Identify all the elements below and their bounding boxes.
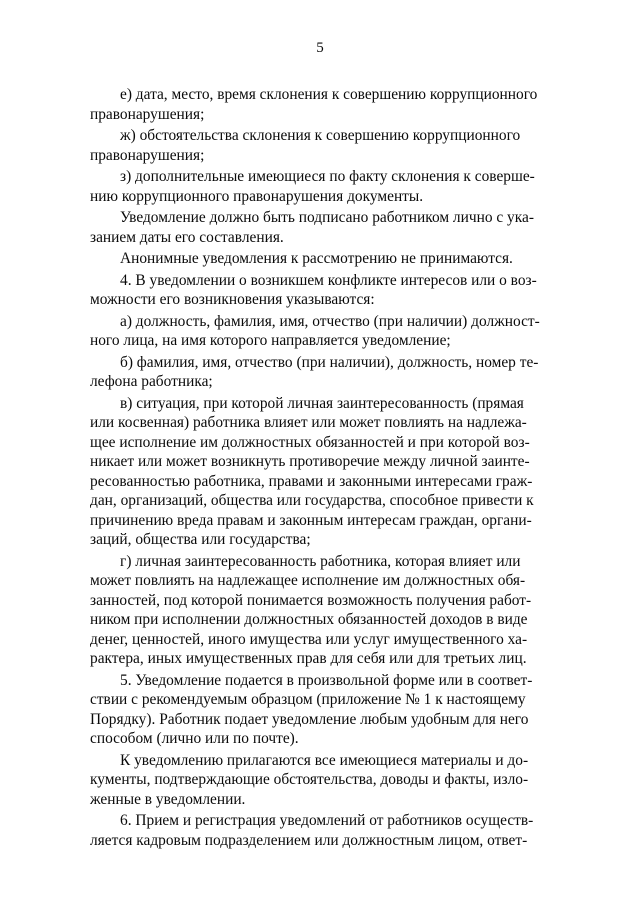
document-body [90, 85, 596, 852]
paragraph-section-6: 6. Прием и регистрация уведомлений от работников осуществ- ляется кадровым подразделением или должностным лицом, ответ- [90, 812, 534, 849]
paragraph-item-b: б) фамилия, имя, отчество (при наличии), должность, номер те- лефона работника; [90, 353, 539, 390]
paragraph-section-4: 4. В уведомлении о возникшем конфликте интересов или о воз- можности его возникновения указываются: [90, 271, 537, 308]
paragraph-anonymous-notices: Анонимные уведомления к рассмотрению не принимаются. [120, 250, 513, 267]
paragraph-item-v: в) ситуация, при которой личная заинтересованность (прямая или косвенная) работника влияет или может повлиять на надлежа- щее исполнение им должностных обязанностей и при которой воз- никает или может возникнуть противоречие между личной заинте- ресованностью работника, правами и законными интересами граж- дан, организаций, общества или государства, способное привести к причинению вреда правам и законным интересам граждан, органи- заций, общества или государства; [90, 394, 534, 548]
paragraph-attachments: К уведомлению прилагаются все имеющиеся материалы и до- кументы, подтверждающие обстоятельства, доводы и факты, изло- женные в уведомлении. [90, 751, 529, 808]
paragraph-section-5: 5. Уведомление подается в произвольной форме или в соответ- ствии с рекомендуемым образцом (приложение № 1 к настоящему Порядку). Работник подает уведомление любым удобным для него способом (лично или по почте). [90, 671, 533, 747]
paragraph-item-g: г) личная заинтересованность работника, которая влияет или может повлиять на надлежащее исполнение им должностных обя- занностей, под которой понимается возможность получения работ- ником при исполнении должностных обязанностей доходов в виде денег, ценностей, иного имущества или услуг имущественного ха- рактера, иных имущественных прав для себя или для третьих лиц. [90, 552, 532, 667]
paragraph-signature-requirement: Уведомление должно быть подписано работником лично с ука- занием даты его составления. [90, 209, 534, 246]
paragraph-item-a: а) должность, фамилия, имя, отчество (при наличии) должност- ного лица, на имя которого направляется уведомление; [90, 312, 540, 349]
paragraph-item-e: е) дата, место, время склонения к совершению коррупционного правонарушения; [90, 86, 538, 123]
page-number: 5 [316, 40, 324, 56]
paragraph-item-zh: ж) обстоятельства склонения к совершению коррупционного правонарушения; [90, 127, 521, 164]
paragraph-item-z: з) дополнительные имеющиеся по факту склонения к соверше- нию коррупционного правонарушения документы. [90, 168, 535, 205]
